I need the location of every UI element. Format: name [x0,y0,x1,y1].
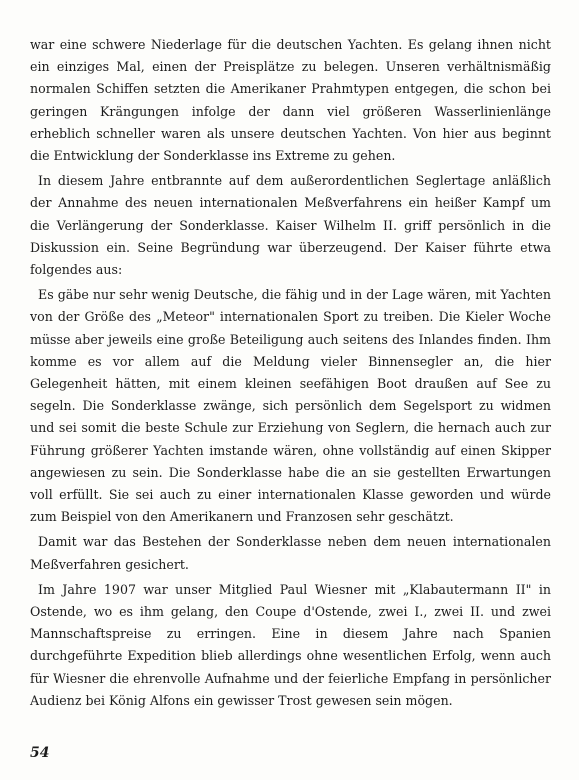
paragraph-2: In diesem Jahre entbrannte auf dem außerordentlichen Seglertage anläßlich der Annahme des neuen internationalen Meßverfahrens ein heißer Kampf um die Verlängerung der Sonderklasse. Kaiser Wilhelm II. griff persönlich in die Diskussion ein. Seine Begründung war überzeugend. Der Kaiser führte etwa folgendes aus: [30,173,551,278]
paragraph-4: Damit war das Bestehen der Sonderklasse neben dem neuen internationalen Meßverfahren gesichert. [30,534,551,572]
paragraph-1: war eine schwere Niederlage für die deutschen Yachten. Es gelang ihnen nicht ein einziges Mal, einen der Preisplätze zu belegen. Unseren verhältnismäßig normalen Schiffen setzten die Amerikaner Prahmtypen entgegen, die schon bei geringen Krängungen infolge der dann viel größeren Wasserlinienlänge erheblich schneller waren als unsere deutschen Yachten. Von hier aus beginnt die Entwicklung der Sonderklasse ins Extreme zu gehen. [30,37,551,164]
page-number: 54 [30,745,50,761]
body-text [30,34,551,715]
paragraph-5: Im Jahre 1907 war unser Mitglied Paul Wiesner mit „Klabautermann II" in Ostende, wo es ihm gelang, den Coupe d'Ostende, zwei I., zwei II. und zwei Mannschaftspreise zu erringen. Eine in diesem Jahre nach Spanien durchgeführte Expedition blieb allerdings ohne wesentlichen Erfolg, wenn auch für Wiesner die ehrenvolle Aufnahme und der feierliche Empfang in persönlicher Audienz bei König Alfons ein gewisser Trost gewesen sein mögen. [30,581,551,708]
paragraph-3: Es gäbe nur sehr wenig Deutsche, die fähig und in der Lage wären, mit Yachten von der Größe des „Meteor" internationalen Sport zu treiben. Die Kieler Woche müsse aber jeweils eine große Beteiligung auch seitens des Inlandes finden. Ihm komme es vor allem auf die Meldung vieler Binnensegler an, die hier Gelegenheit hätten, mit einem kleinen seefähigen Boot draußen auf See zu segeln. Die Sonderklasse zwänge, sich persönlich dem Segelsport zu widmen und sei somit die beste Schule zur Erziehung von Seglern, die hernach auch zur Führung größerer Yachten imstande wären, ohne vollständig auf einen Skipper angewiesen zu sein. Die Sonderklasse habe die an sie gestellten Erwartungen voll erfüllt. Sie sei auch zu einer internationalen Klasse geworden und würde zum Beispiel von den Amerikanern und Franzosen sehr geschätzt. [30,287,551,525]
